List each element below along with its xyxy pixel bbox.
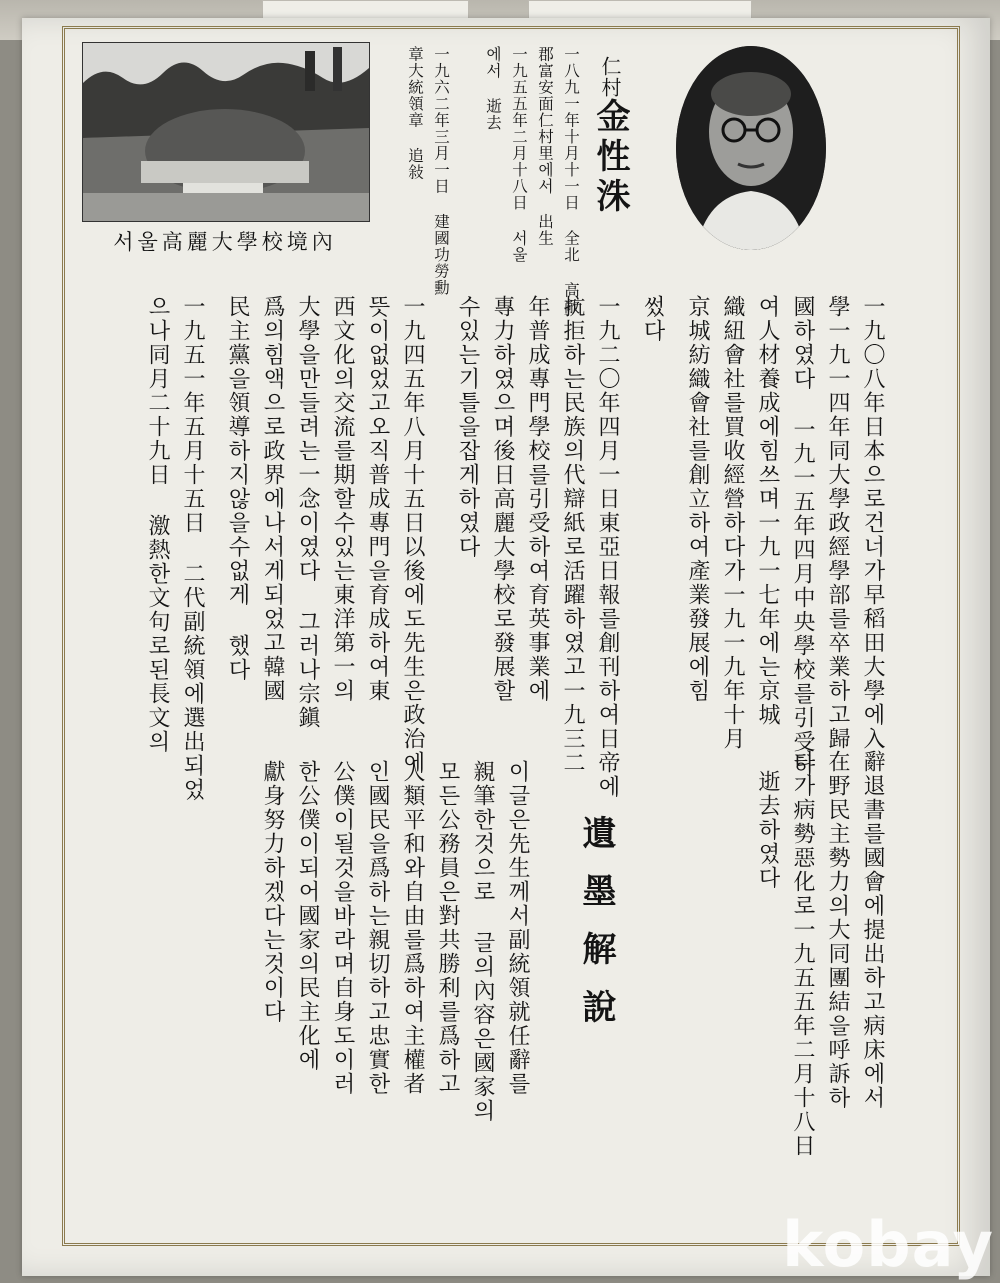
body-column: 여人材養成에힘쓰며一九一七年에는京城: [755, 295, 780, 727]
pen-name: 仁村: [598, 56, 622, 98]
body-column: 뜻이없었고오직普成專門을育成하여東: [365, 295, 390, 703]
body-column: 辭退書를國會에提出하고病床에서: [860, 750, 885, 1110]
commentary-column: 인國民을爲하는親切하고忠實한: [365, 760, 390, 1096]
body-column: 織紐會社를買收經營하다가一九一九年十月: [720, 295, 745, 751]
body-column: 學一九一四年同大學政經學部를卒業하고歸: [825, 295, 850, 751]
body-column: 年普成專門學校를引受하여育英事業에: [525, 295, 550, 703]
bio-line: 章大統領章 追敍: [406, 46, 424, 181]
body-column: 一九二〇年四月一日東亞日報를創刊하여日帝에: [595, 295, 620, 799]
body-column: 在野民主勢力의大同團結을呼訴하: [825, 750, 850, 1110]
bio-line: 一九五五年二月十八日 서울: [510, 46, 528, 263]
bio-line: 一八九一年十月十一日 全北 高敞: [562, 46, 580, 315]
body-column: 수있는기틀을잡게하였다: [455, 295, 480, 559]
photo-caption: 서울高麗大學校境內: [113, 230, 337, 254]
body-column: 다가病勢惡化로一九五五年二月十八日: [790, 750, 815, 1158]
tomb-photo: [82, 42, 370, 222]
portrait-photo: [676, 46, 826, 250]
commentary-column: 公僕이될것을바라며自身도이러: [330, 760, 355, 1096]
body-column: 西文化의交流를期할수있는東洋第一의: [330, 295, 355, 703]
body-column: 逝去하였다: [755, 770, 780, 890]
body-column: 抗拒하는民族의代辯紙로活躍하였고一九三二: [560, 295, 585, 775]
body-column: 一九四五年八月十五日以後에도先生은政治에: [400, 295, 425, 775]
body-column: 民主黨을領導하지않을수없게 했다: [225, 295, 250, 682]
commentary-heading: 遺墨解說: [576, 815, 616, 1047]
bio-line: 에서 逝去: [484, 46, 502, 131]
body-column: 專力하였으며後日高麗大學校로發展할: [490, 295, 515, 703]
subject-name: 仁村金性洙: [590, 56, 630, 218]
commentary-column: 한公僕이되어國家의民主化에: [295, 760, 320, 1072]
commentary-column: 이글은先生께서副統領就任辭를: [505, 760, 530, 1096]
commentary-column: 親筆한것으로 글의內容은國家의: [470, 760, 495, 1123]
body-column: 썼다: [640, 295, 665, 343]
body-column: 으나同月二十九日 激熱한文句로된長文의: [145, 295, 170, 754]
body-column: 一九五一年五月十五日 二代副統領에選出되었: [180, 295, 205, 802]
body-column: 一九〇八年日本으로건너가早稻田大學에入: [860, 295, 885, 751]
body-column: 大學을만들려는一念이였다 그러나宗鎭: [295, 295, 320, 730]
body-column: 國하였다 一九一五年四月中央學校를引受하: [790, 295, 815, 778]
watermark: kobay: [782, 1208, 994, 1281]
commentary-column: 모든公務員은對共勝利를爲하고: [435, 760, 460, 1096]
bio-line: 一九六二年三月一日 建國功勞勳: [432, 46, 450, 296]
commentary-column: 獻身努力하겠다는것이다: [260, 760, 285, 1024]
commentary-column: 人類平和와自由를爲하여主權者: [400, 760, 425, 1096]
body-column: 京城紡織會社를創立하여產業發展에힘: [685, 295, 710, 703]
body-column: 爲의힘액으로政界에나서게되었고韓國: [260, 295, 285, 703]
bio-line: 郡富安面仁村里에서 出生: [536, 46, 554, 247]
